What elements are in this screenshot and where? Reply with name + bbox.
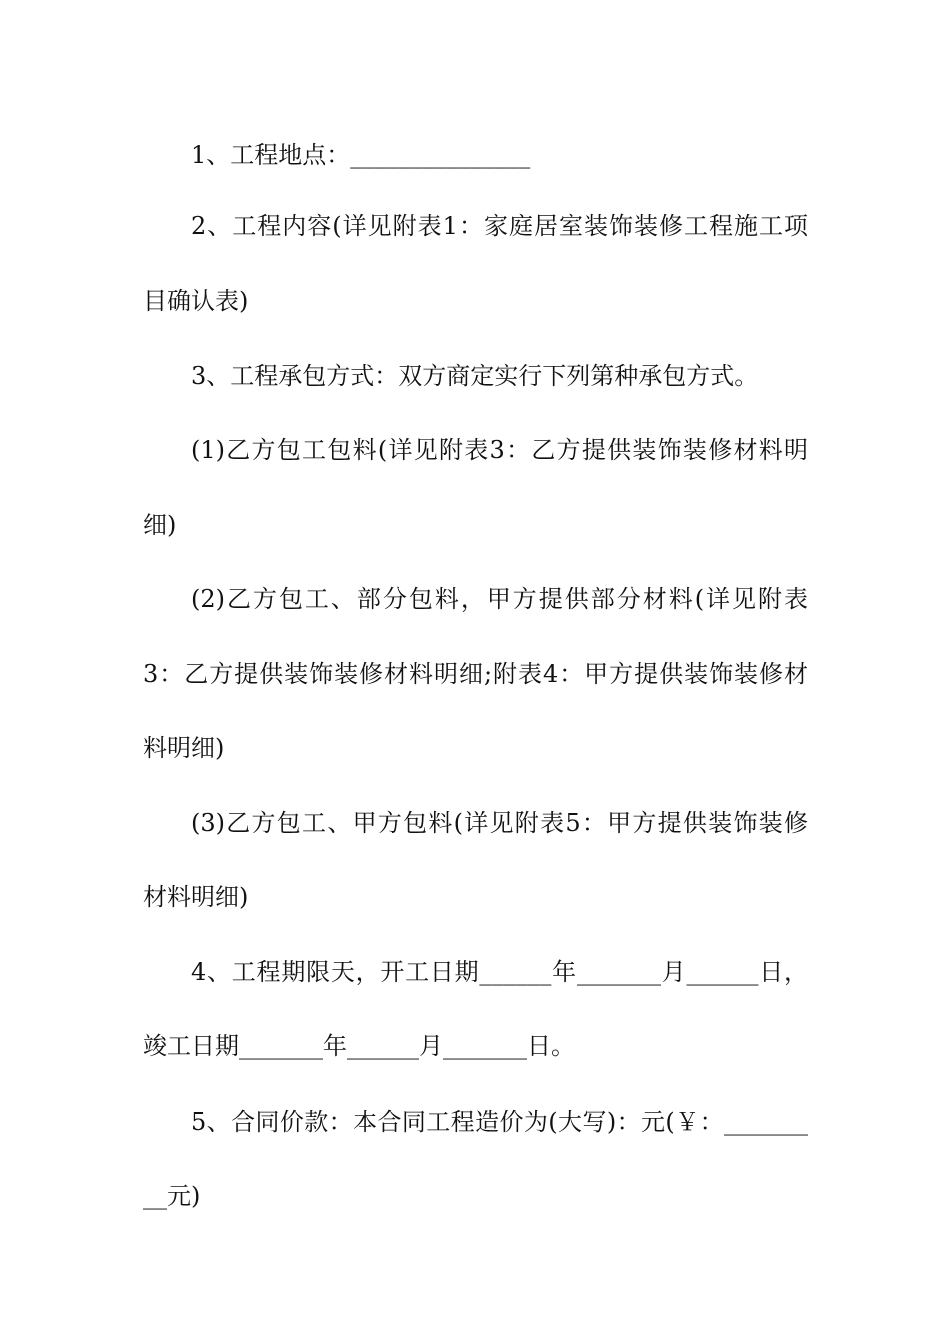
option-2-cont: 3：乙方提供装饰装修材料明细;附表4：甲方提供装饰装修材 [143, 660, 808, 688]
clause-4-duration: 4、工程期限天，开工日期______年_______月______日， [191, 958, 808, 986]
clause-5-price: 5、合同价款：本合同工程造价为(大写)：元(￥：_______ [191, 1108, 808, 1136]
clause-1-location: 1、工程地点：_______________ [191, 141, 531, 169]
clause-2-content: 2、工程内容(详见附表1：家庭居室装饰装修工程施工项 [191, 212, 808, 240]
clause-5-price-cont: __元) [143, 1182, 201, 1210]
option-3: (3)乙方包工、甲方包料(详见附表5：甲方提供装饰装修 [191, 809, 808, 837]
clause-2-content-cont: 目确认表) [143, 287, 249, 315]
option-1-cont: 细) [143, 511, 177, 539]
option-2: (2)乙方包工、部分包料，甲方提供部分材料(详见附表 [191, 585, 808, 613]
clause-4-completion-date: 竣工日期_______年______月_______日。 [143, 1032, 575, 1060]
option-2-cont-2: 料明细) [143, 734, 225, 762]
clause-3-contract-method: 3、工程承包方式：双方商定实行下列第种承包方式。 [191, 362, 759, 390]
option-3-cont: 材料明细) [143, 883, 249, 911]
option-1: (1)乙方包工包料(详见附表3：乙方提供装饰装修材料明 [191, 436, 808, 464]
